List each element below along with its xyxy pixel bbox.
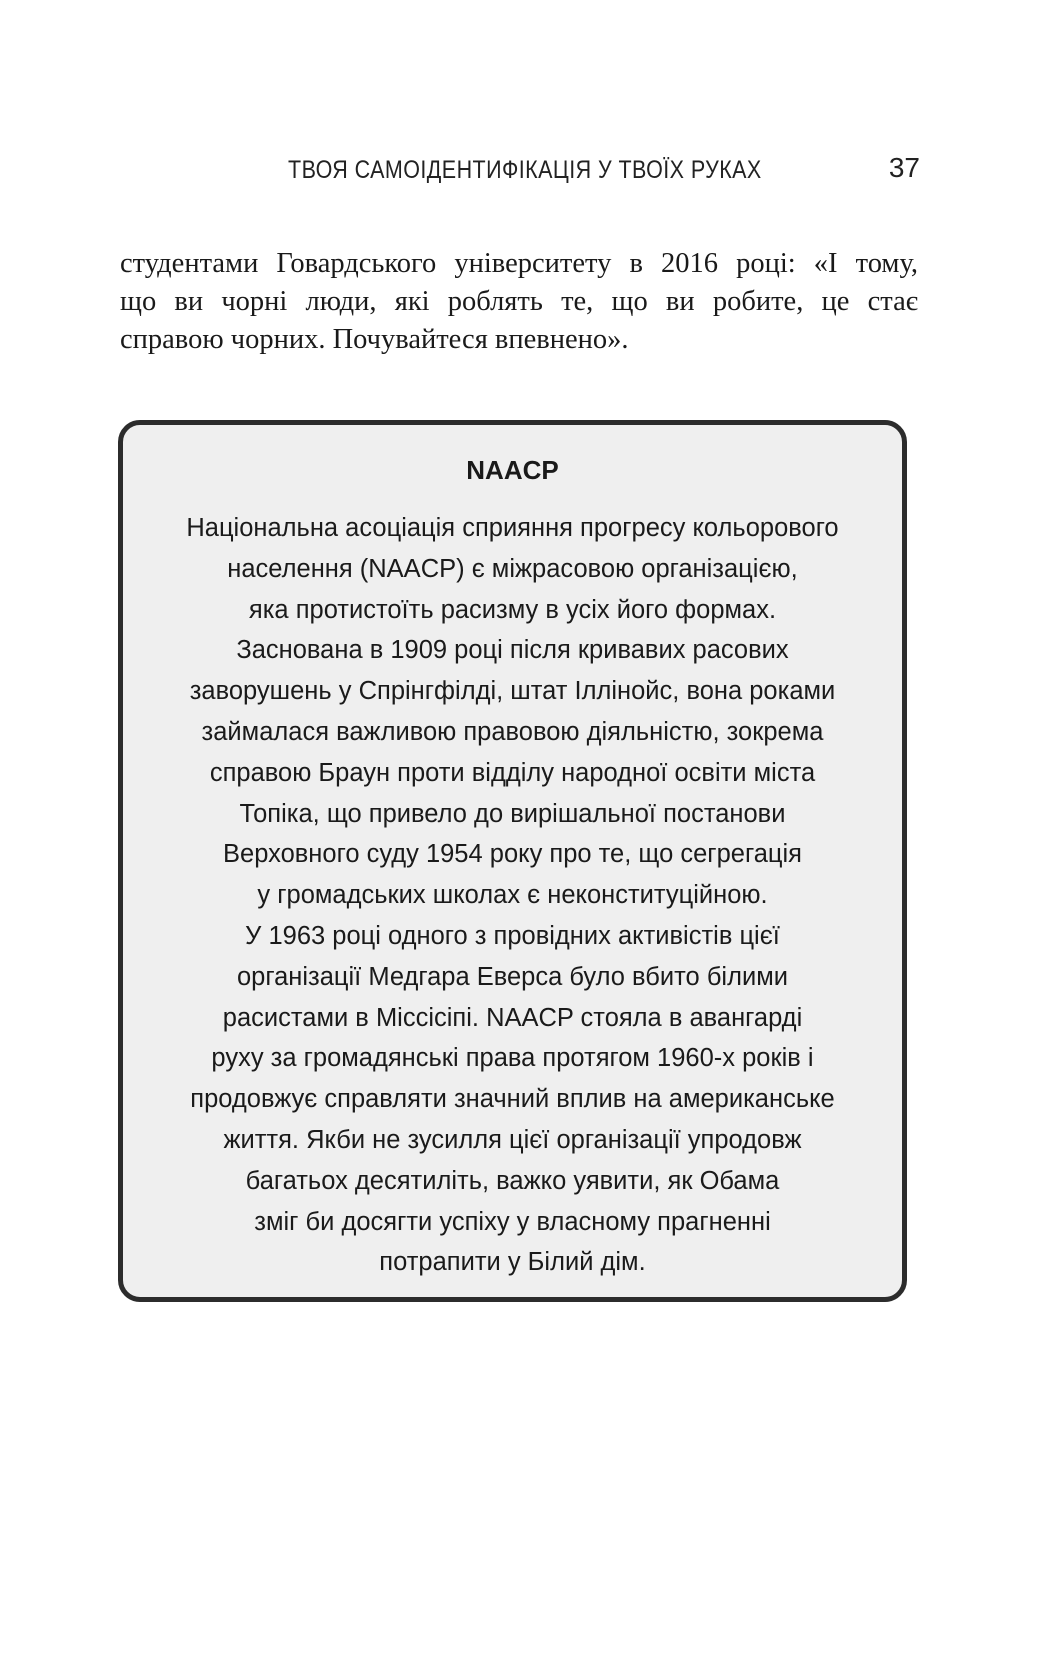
naacp-sidebar-box: [118, 420, 907, 1302]
body-paragraph: [120, 245, 918, 359]
sidebar-line: яка протистоїть расизму в усіх його формах.: [248, 595, 777, 624]
sidebar-title: NAACP: [466, 455, 559, 485]
sidebar-line: потрапити у Білий дім.: [379, 1248, 646, 1277]
page-number: 37: [888, 152, 920, 183]
sidebar-line: життя. Якби не зусилля цієї організації упродовж: [223, 1125, 802, 1154]
sidebar-line: займалася важливою правовою діяльністю, зокрема: [201, 717, 824, 746]
sidebar-line: Заснована в 1909 році після кривавих расових: [236, 636, 789, 665]
sidebar-line: Верховного суду 1954 року про те, що сегрегація: [223, 840, 802, 869]
running-header-title: ТВОЯ САМОІДЕНТИФІКАЦІЯ У ТВОЇХ РУКАХ: [288, 156, 762, 184]
sidebar-line: продовжує справляти значний вплив на американське: [190, 1085, 835, 1114]
sidebar-text: [123, 508, 902, 1283]
running-header: [120, 152, 920, 188]
body-line: справою чорних. Почувайтеся впевнено».: [120, 324, 629, 355]
body-line: студентами Говардського університету в 2016 році: «І тому,: [120, 248, 918, 279]
body-line: що ви чорні люди, які роблять те, що ви робите, це стає: [120, 286, 918, 317]
sidebar-line: расистами в Міссісіпі. NAACP стояла в авангарді: [222, 1003, 803, 1032]
sidebar-line: заворушень у Спрінгфілді, штат Іллінойс, вона роками: [189, 677, 836, 706]
sidebar-line: зміг би досягти успіху у власному прагненні: [254, 1207, 771, 1236]
sidebar-line: багатьох десятиліть, важко уявити, як Обама: [245, 1166, 780, 1195]
sidebar-line: У 1963 році одного з провідних активістів цієї: [245, 921, 780, 950]
sidebar-line: руху за громадянські права протягом 1960-х років і: [211, 1044, 814, 1073]
sidebar-line: Топіка, що привело до вирішальної постанови: [239, 799, 786, 828]
sidebar-line: організації Медгара Еверса було вбито білими: [236, 962, 788, 991]
sidebar-line: населення (NAACP) є міжрасовою організацією,: [227, 554, 798, 583]
sidebar-line: справою Браун проти відділу народної освіти міста: [209, 758, 816, 787]
sidebar-line: Національна асоціація сприяння прогресу кольорового: [186, 514, 839, 542]
sidebar-line: у громадських школах є неконституційною.: [257, 881, 768, 910]
